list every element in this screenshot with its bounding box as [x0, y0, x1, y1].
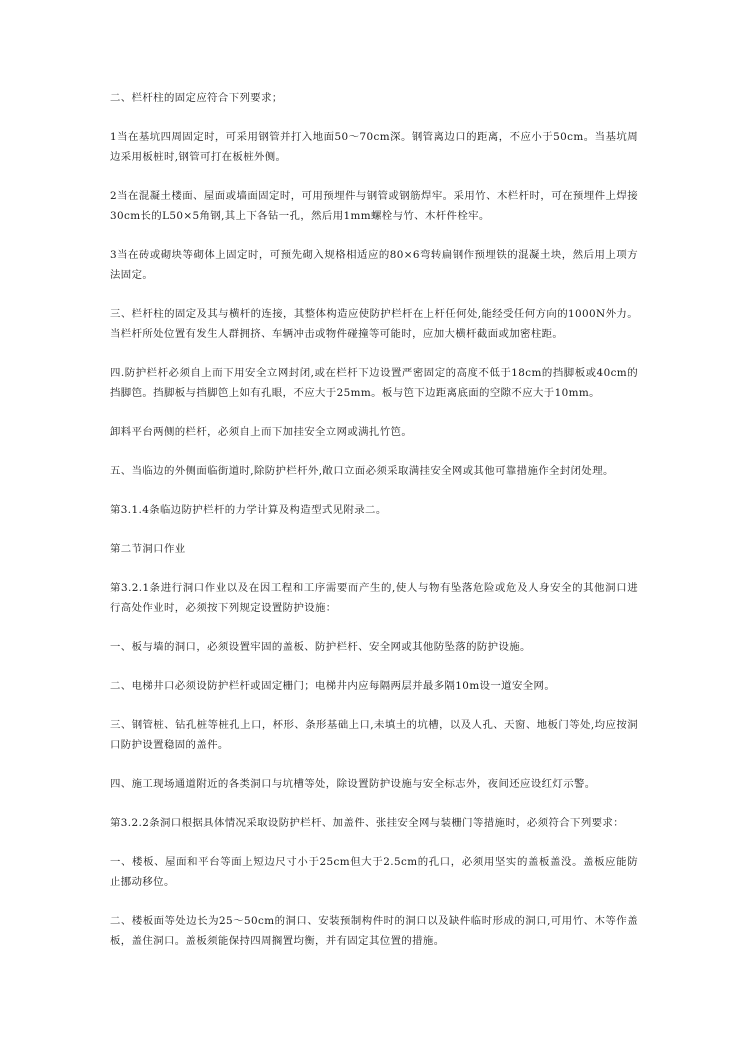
paragraph-masonry-fixing: 3当在砖或砌块等砌体上固定时，可预先砌入规格相适应的80×6弯转扁钢作预埋铁的混凝土块，然后用上项方法固定。 — [110, 249, 638, 281]
paragraph-railing-post-fixing-heading: 二、栏杆柱的固定应符合下列要求； — [110, 92, 283, 104]
paragraph-article-3-1-4: 第3.1.4条临边防护栏杆的力学计算及构造型式见附录二。 — [110, 504, 387, 516]
paragraph-railing-connection: 三、栏杆柱的固定及其与横杆的连接，其整体构造应使防护栏杆在上杆任何处,能经受任何方向的1000N外力。当栏杆所处位置有发生人群拥挤、车辆冲击或物件碰撞等可能时，应加大横杆截面或加密柱距。 — [110, 308, 638, 340]
paragraph-floor-wall-openings: 一、板与墙的洞口，必须设置牢固的盖板、防护栏杆、安全网或其他防坠落的防护设施。 — [110, 641, 531, 653]
paragraph-article-3-2-1: 第3.2.1条进行洞口作业以及在因工程和工序需要而产生的,使人与物有坠落危险或危及人身安全的其他洞口进行高处作业时，必须按下列规定设置防护设施： — [110, 582, 638, 614]
paragraph-small-holes: 一、楼板、屋面和平台等面上短边尺寸小于25cm但大于2.5cm的孔口，必须用坚实的盖板盖没。盖板应能防止挪动移位。 — [110, 856, 638, 888]
section-heading-opening-work: 第二节洞口作业 — [110, 543, 186, 555]
paragraph-elevator-shaft: 二、电梯井口必须设防护栏杆或固定栅门；电梯井内应每隔两层并最多隔10m设一道安全网。 — [110, 680, 556, 692]
paragraph-pile-holes: 三、钢管桩、钻孔桩等桩孔上口，杯形、条形基础上口,未填土的坑槽，以及人孔、天窗、地板门等处,均应按洞口防护设置稳固的盖件。 — [110, 719, 638, 751]
paragraph-article-3-2-2: 第3.2.2条洞口根据具体情况采取设防护栏杆、加盖件、张挂安全网与装栅门等措施时，必须符合下列要求： — [110, 817, 625, 829]
paragraph-site-passage-openings: 四、施工现场通道附近的各类洞口与坑槽等处，除设置防护设施与安全标志外，夜间还应设红灯示警。 — [110, 778, 596, 790]
paragraph-concrete-floor-fixing: 2当在混凝土楼面、屋面或墙面固定时，可用预埋件与钢管或钢筋焊牢。采用竹、木栏杆时，可在预埋件上焊接30cm长的L50×5角钢,其上下各钻一孔，然后用1mm螺栓与竹、木杆件栓牢。 — [110, 190, 638, 222]
paragraph-medium-openings: 二、楼板面等处边长为25～50cm的洞口、安装预制构件时的洞口以及缺件临时形成的洞口,可用竹、木等作盖板，盖住洞口。盖板须能保持四周搁置均衡，并有固定其位置的措施。 — [110, 915, 638, 947]
paragraph-street-side-enclosure: 五、当临边的外侧面临街道时,除防护栏杆外,敞口立面必须采取满挂安全网或其他可靠措施作全封闭处理。 — [110, 465, 614, 477]
paragraph-safety-net-enclosure: 四.防护栏杆必须自上而下用安全立网封闭,或在栏杆下边设置严密固定的高度不低于18cm的挡脚板或40cm的挡脚笆。挡脚板与挡脚笆上如有孔眼，不应大于25mm。板与笆下边距离底面的空隙不应大于10mm。 — [110, 367, 638, 399]
paragraph-unloading-platform: 卸料平台两侧的栏杆，必须自上而下加挂安全立网或满扎竹笆。 — [110, 426, 413, 438]
paragraph-foundation-pit-fixing: 1当在基坑四周固定时，可采用钢管并打入地面50～70cm深。钢管离边口的距离，不应小于50cm。当基坑周边采用板桩时,钢管可打在板桩外侧。 — [110, 131, 638, 163]
document-body — [110, 88, 638, 970]
